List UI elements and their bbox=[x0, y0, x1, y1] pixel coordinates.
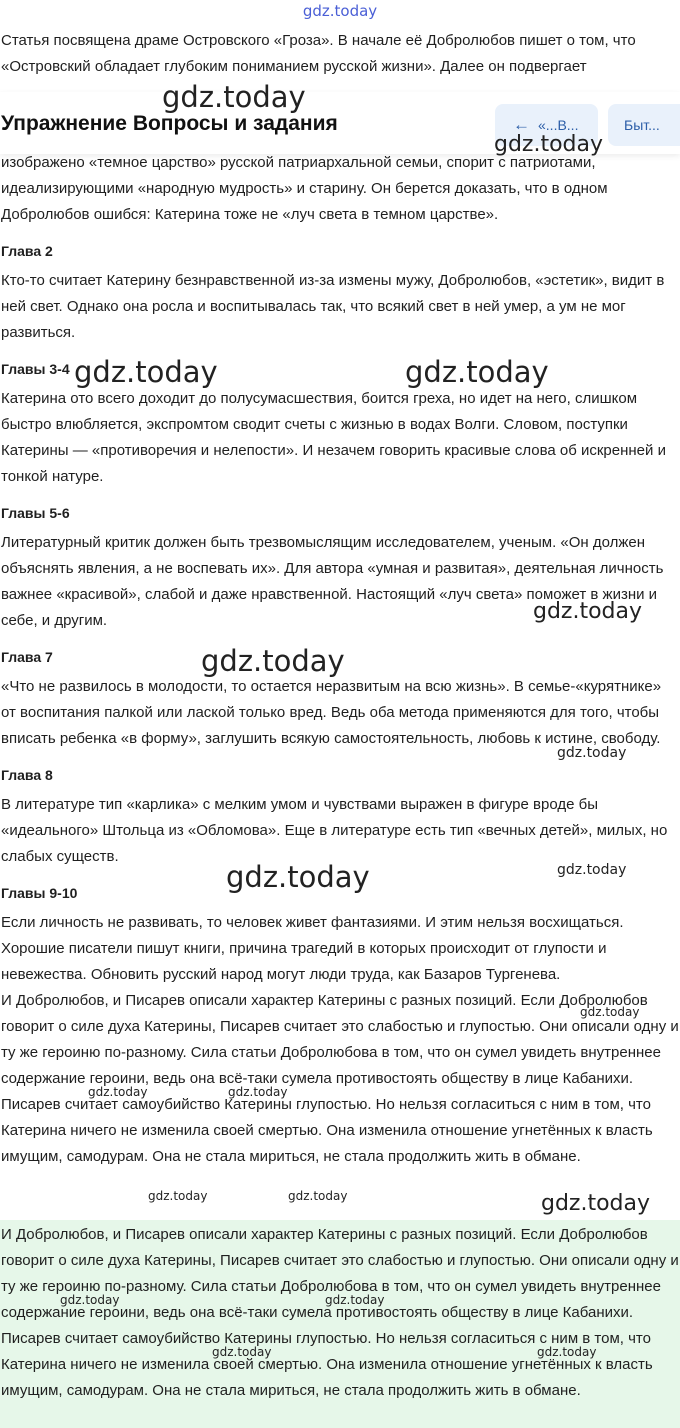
prev-exercise-label: «...В... bbox=[538, 117, 579, 133]
watermark: gdz.today bbox=[88, 1085, 148, 1099]
page-title: Упражнение Вопросы и задания bbox=[1, 112, 338, 135]
chapter-heading-7: Глава 7 bbox=[1, 649, 53, 665]
paragraph-3: Катерина ото всего доходит до полусумасшествия, боится греха, но идет на него, слишком быстро влюбляется, экспромтом сводит счеты с жизнью в водах Волги. Словом, поступки Катерины — «противоречия и нелепости». И незачем говорить красивые слова об искренней и тонкой натуре. bbox=[1, 390, 666, 485]
chapter-heading-3-4: Главы 3-4 bbox=[1, 361, 70, 377]
watermark: gdz.today bbox=[557, 745, 627, 761]
paragraph-5: «Что не развилось в молодости, то остается неразвитым на всю жизнь». В семье-«курятнике» от воспитания палкой или лаской только вред. Ведь оба метода применяются для того, чтобы вписать ребенка «в форму», заглушить всякую самостоятельность, любовь к истине, свободу. bbox=[1, 678, 662, 747]
paragraph-4: Литературный критик должен быть трезвомыслящим исследователем, ученым. «Он должен объяснять явления, а не воспевать их». Для автора «умная и развитая», деятельная личность важнее «красивой», слабой и даже нравственной. Настоящий «луч света» поможет в жизни и себе, и другим. bbox=[1, 534, 664, 629]
watermark: gdz.today bbox=[162, 80, 306, 114]
chapter-heading-5-6: Главы 5-6 bbox=[1, 505, 70, 521]
paragraph-2: Кто-то считает Катерину безнравственной из-за измены мужу, Добролюбов, «эстетик», видит в ней свет. Однако она росла и воспитывалась так, что всякий свет в ней умер, а ум не мог развиться. bbox=[1, 272, 665, 341]
exercise-header bbox=[0, 92, 680, 154]
arrow-left-icon: ← bbox=[513, 115, 530, 134]
chapter-heading-8: Глава 8 bbox=[1, 767, 53, 783]
article-body bbox=[1, 150, 679, 1170]
watermark: gdz.today bbox=[228, 1085, 288, 1099]
watermark: gdz.today bbox=[533, 599, 643, 624]
watermark: gdz.today bbox=[494, 132, 604, 157]
next-exercise-button[interactable] bbox=[608, 104, 680, 146]
watermark: gdz.today bbox=[405, 355, 549, 389]
intro-text: Статья посвящена драме Островского «Гроза». В начале её Добролюбов пишет о том, что «Островский обладает глубоким пониманием русской жизни». Далее он подвергает bbox=[1, 32, 636, 75]
paragraph-1: изображено «темное царство» русской патриархальной семьи, спорит с патриотами, идеализирующими «народную мудрость» и старину. Он берется доказать, что в одном Добролюбов ошибся: Катерина тоже не «луч света в темном царстве». bbox=[1, 154, 608, 223]
watermark: gdz.today bbox=[226, 860, 370, 894]
watermark: gdz.today bbox=[201, 644, 345, 678]
watermark: gdz.today bbox=[537, 1345, 597, 1359]
chapter-heading-2: Глава 2 bbox=[1, 243, 53, 259]
site-watermark: gdz.today bbox=[302, 2, 378, 20]
watermark: gdz.today bbox=[325, 1293, 385, 1307]
prev-exercise-button[interactable] bbox=[495, 104, 598, 146]
chapter-heading-9-10: Главы 9-10 bbox=[1, 885, 78, 901]
answer-text: И Добролюбов, и Писарев описали характер Катерины с разных позиций. Если Добролюбов говорит о силе духа Катерины, Писарев считает это слабостью и глупостью. Они описали одну и ту же героиню по-разному. Сила статьи Добролюбова в том, что он сумел увидеть внутреннее содержание героини, ведь она всё-таки сумела противостоять обществу в лице Кабанихи. Писарев считает самоубийство Катерины глупостью. Но нельзя согласиться с ним в том, что Катерина ничего не изменила своей смертью. Она изменила отношение угнетённых к власть имущим, самодурам. Она не стала мириться, не стала продолжить жить в обмане. bbox=[1, 1226, 679, 1399]
paragraph-6: В литературе тип «карлика» с мелким умом и чувствами выражен в фигуре вроде бы «идеального» Штольца из «Обломова». Еще в литературе есть тип «вечных детей», милых, но слабых существ. bbox=[1, 796, 668, 865]
watermark: gdz.today bbox=[148, 1189, 208, 1203]
paragraph-8: И Добролюбов, и Писарев описали характер Катерины с разных позиций. Если Добролюбов говорит о силе духа Катерины, Писарев считает это слабостью и глупостью. Они описали одну и ту же героиню по-разному. Сила статьи Добролюбова в том, что он сумел увидеть внутреннее содержание героини, ведь она всё-таки сумела противостоять обществу в лице Кабанихи. Писарев считает самоубийство Катерины глупостью. Но нельзя согласиться с ним в том, что Катерина ничего не изменила своей смертью. Она изменила отношение угнетённых к власть имущим, самодурам. Она не стала мириться, не стала продолжить жить в обмане. bbox=[1, 992, 679, 1165]
watermark: gdz.today bbox=[60, 1293, 120, 1307]
watermark: gdz.today bbox=[557, 862, 627, 878]
next-exercise-label: Быт... bbox=[624, 117, 660, 133]
watermark: gdz.today bbox=[212, 1345, 272, 1359]
watermark: gdz.today bbox=[580, 1005, 640, 1019]
watermark: gdz.today bbox=[541, 1191, 651, 1216]
watermark: gdz.today bbox=[74, 355, 218, 389]
watermark: gdz.today bbox=[288, 1189, 348, 1203]
paragraph-7: Если личность не развивать, то человек живет фантазиями. И этим нельзя восхищаться. Хорошие писатели пишут книги, причина трагедий в которых происходит от глупости и невежества. Обновить русский народ могут люди труда, как Базаров Тургенева. bbox=[1, 914, 624, 983]
